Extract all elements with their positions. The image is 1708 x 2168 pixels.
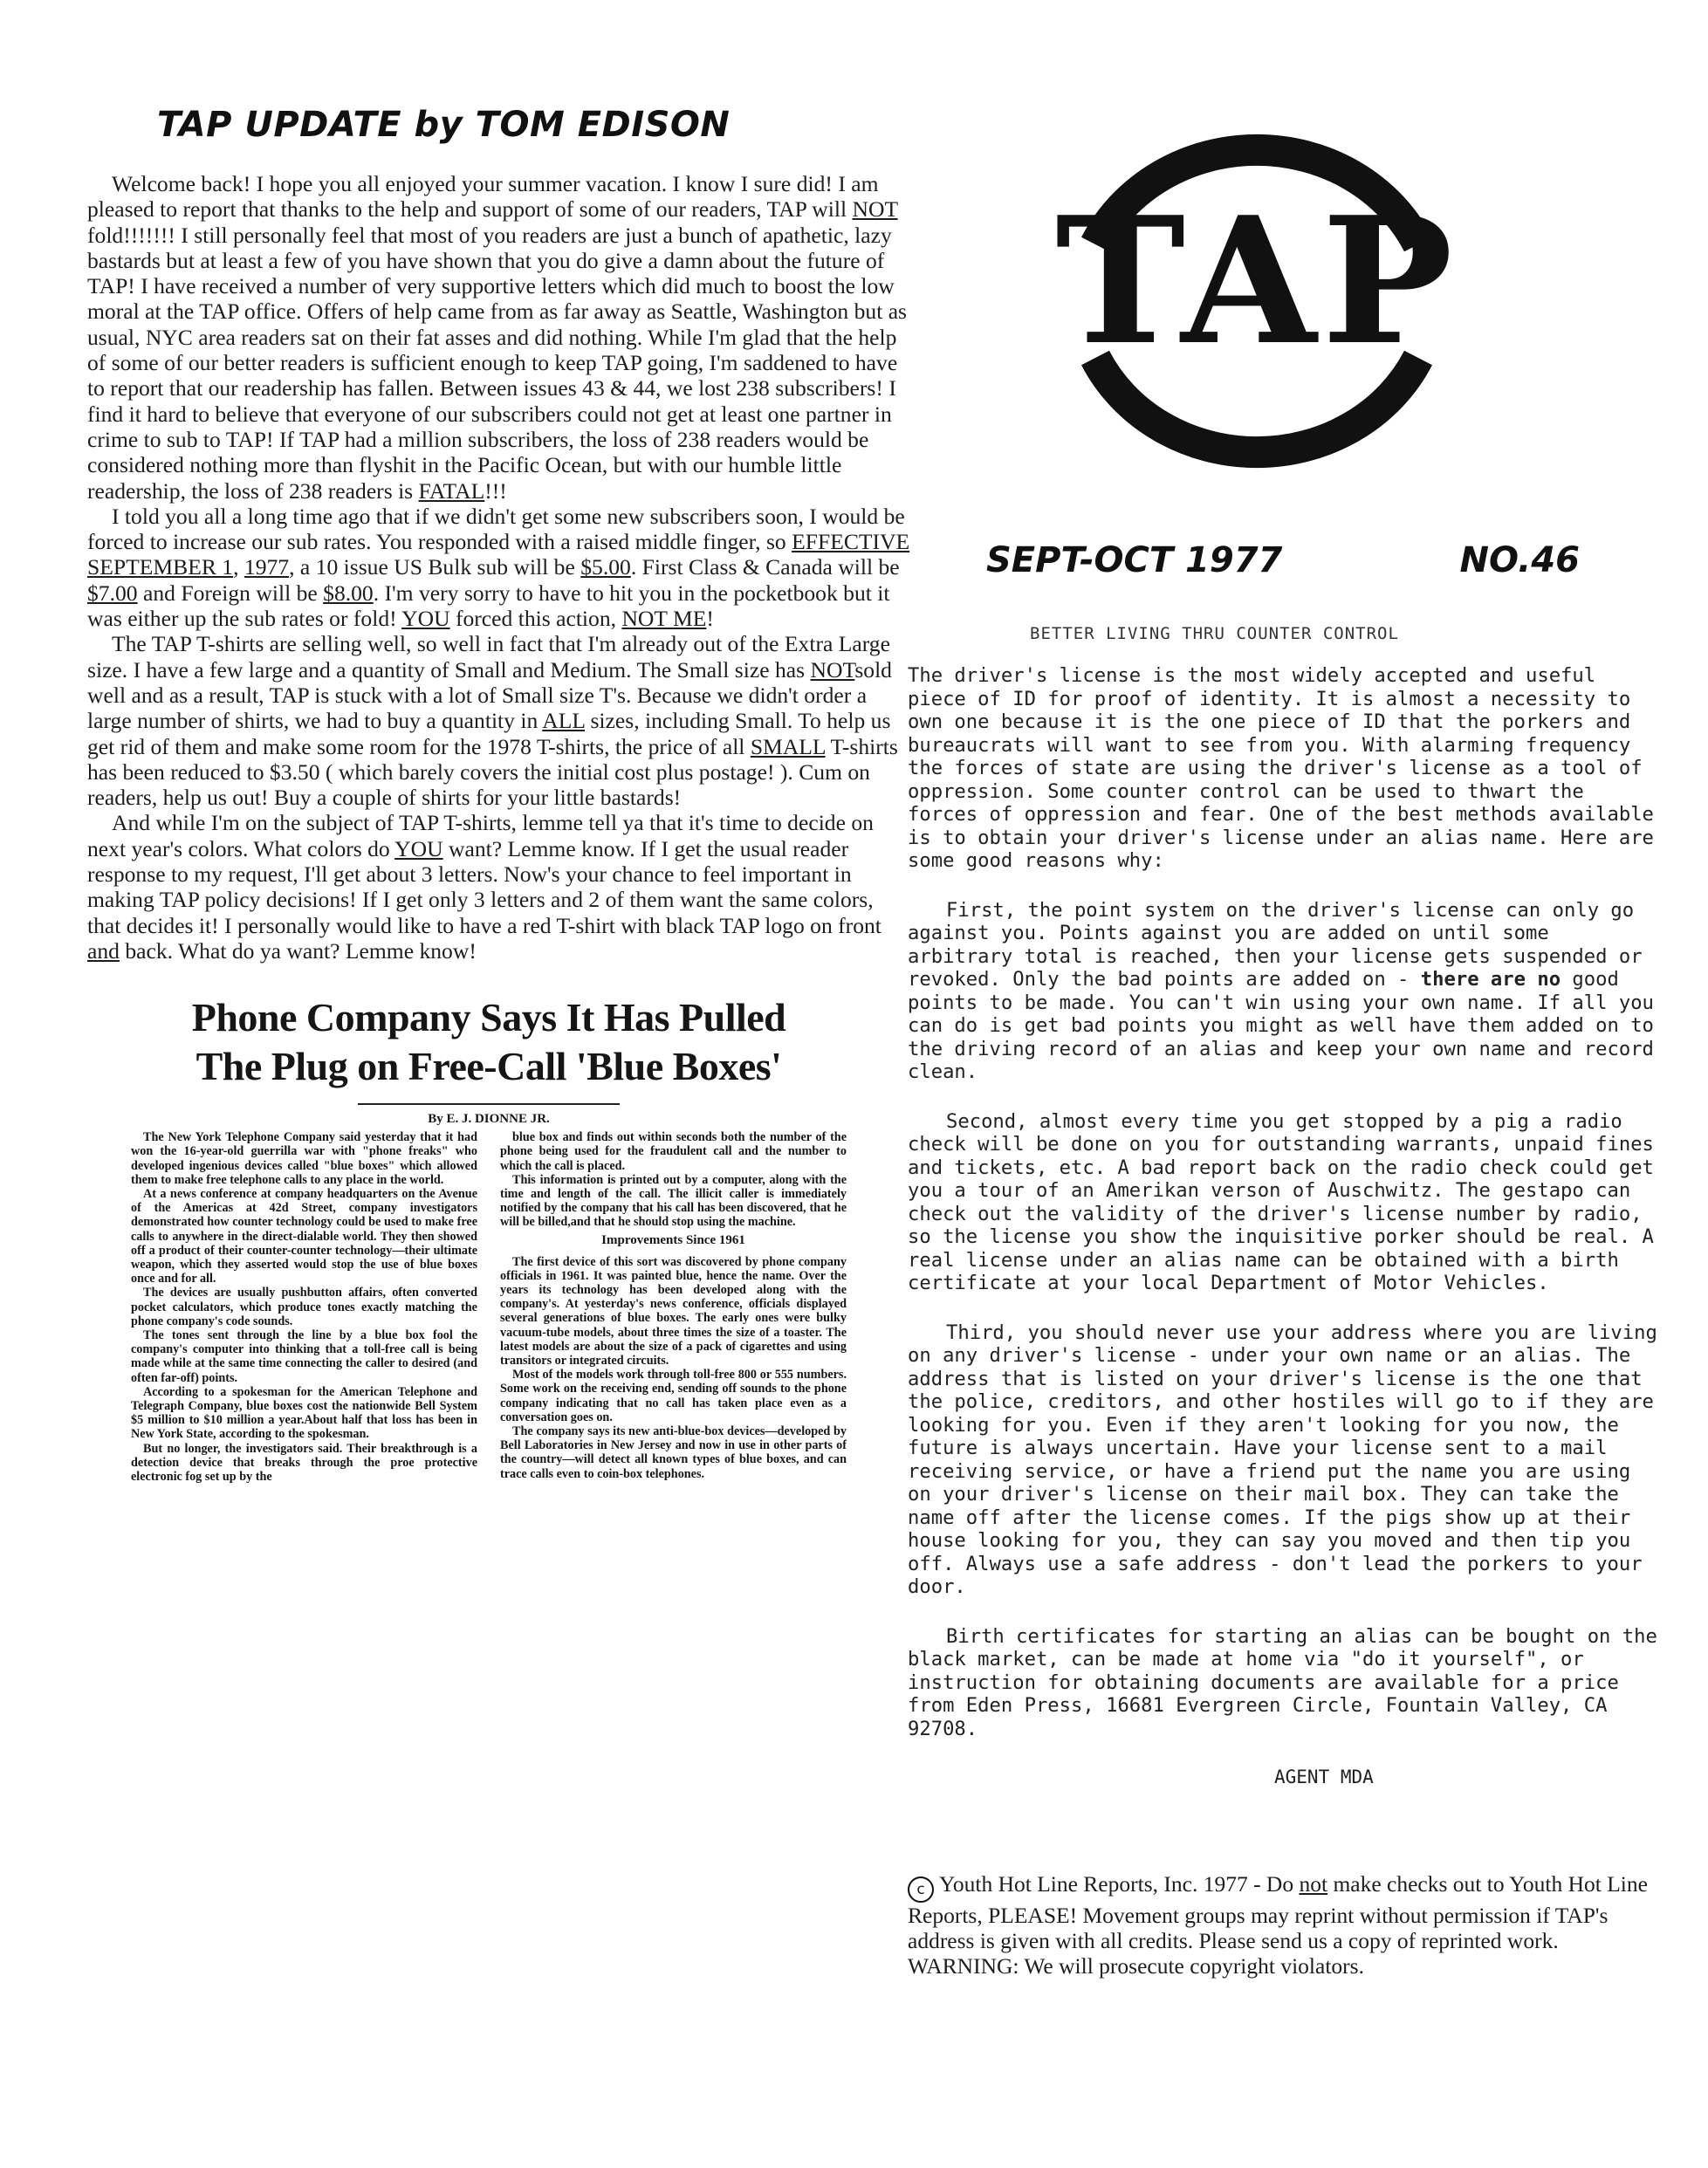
headline-line: The Plug on Free-Call 'Blue Boxes' <box>195 1044 782 1089</box>
clipping-subhead: Improvements Since 1961 <box>601 1232 745 1247</box>
right-column <box>908 113 1693 1979</box>
clip-paragraph: But no longer, the investigators said. Their breakthrough is a detection device that breaks through the proe protective electronic fog set up by the <box>131 1441 477 1485</box>
clipping-headline <box>131 993 847 1091</box>
article-paragraph: Third, you should never use your address where you are living on any driver's license - under your own name or an alias. The address that is listed on your driver's license is the one that the police, creditors, and other hostiles will go to if they are looking for you. Even if they aren't looking for you now, the future is always uncertain. Have your license sent to a mail receiving service, or have a friend put the name you are using on your driver's license on their mail box. They can take the name off after the license comes. If the pigs show up at their house looking for you, they can say you moved and then tip you off. Always use a safe address - don't lead the porkers to your door. <box>908 1321 1657 1598</box>
article-paragraph: Second, almost every time you get stopped by a pig a radio check will be done on you for outstanding warrants, unpaid fines and tickets, etc. A bad report back on the radio check could get you a tour of an Amerikan verson of Auschwitz. The gestapo can check out the validity of the driver's license number by radio, so the license you show the inquisitive porker should be real. A real license under an alias name can be obtained with a birth certificate at your local Department of Motor Vehicles. <box>908 1109 1654 1294</box>
issue-number: NO.46 <box>1459 540 1580 580</box>
copyright-notice: c Youth Hot Line Reports, Inc. 1977 - Do not make checks out to Youth Hot Line Reports, PLEASE! Movement groups may reprint without permission if TAP's address is given with all credits. Please send us a copy of reprinted work. WARNING: We will prosecute copyright violators. <box>908 1871 1648 1979</box>
author-signature: AGENT MDA <box>1274 1767 1374 1787</box>
issue-date: SEPT-OCT 1977 <box>986 540 1283 580</box>
section-title: BETTER LIVING THRU COUNTER CONTROL <box>1030 624 1399 643</box>
letter-paragraph: And while I'm on the subject of TAP T-shirts, lemme tell ya that it's time to decide on next year's colors. What colors do YOU want? Lemme know. If I get the usual reader response to my request, I'll get about 3 letters. Now's your chance to feel important in making TAP policy decisions! If I get only 3 letters and 2 of them want the same colors, that decides it! I personally would like to have a red T-shirt with black TAP logo on front and back. What do ya want? Lemme know! <box>87 810 881 964</box>
clipping-columns <box>131 1130 847 1484</box>
letter-paragraph: The TAP T-shirts are selling well, so well in fact that I'm already out of the Extra Large size. I have a few large and a quantity of Small and Medium. The Small size has NOTsold well and as a result, TAP is stuck with a lot of Small size T's. Because we didn't order a large number of shirts, we had to buy a quantity in ALL sizes, including Small. To help us get rid of them and make some room for the 1978 T-shirts, the price of all SMALL T-shirts has been reduced to $3.50 ( which barely covers the initial cost plus postage! ). Cum on readers, help us out! Buy a couple of shirts for your little bastards! <box>87 631 898 811</box>
clip-paragraph: The first device of this sort was discovered by phone company officials in 1961. It was painted blue, hence the name. Over the years its technology has been developed along with the company's. At yesterday's news conference, officials displayed several generations of blue boxes. The early ones were bulky vacuum-tube models, about three times the size of a toaster. The latest models are about the size of a pack of cigarettes and using transitors or integrated circuits. <box>500 1254 847 1369</box>
update-letter <box>87 171 912 964</box>
letter-paragraph: Welcome back! I hope you all enjoyed your summer vacation. I know I sure did! I am pleased to report that thanks to the help and support of some of our readers, TAP will NOT fold!!!!!!! I still personally feel that most of you readers are just a bunch of apathetic, lazy bastards but at least a few of you have shown that you do give a damn about the future of TAP! I have received a number of very supportive letters which did much to boost the low moral at the TAP office. Offers of help came from as far away as Seattle, Washington but as usual, NYC area readers sat on their fat asses and did nothing. While I'm glad that the help of some of our better readers is sufficient enough to keep TAP going, I'm saddened to have to report that our readership has fallen. Between issues 43 & 44, we lost 238 subscribers! I find it hard to believe that everyone of our subscribers could not get at least one partner in crime to sub to TAP! If TAP had a million subscribers, the loss of 238 readers would be considered nothing more than flyshit in the Pacific Ocean, but with our humble little readership, the loss of 238 readers is FATAL!!! <box>87 171 908 504</box>
article-paragraph: The driver's license is the most widely accepted and useful piece of ID for proof of identity. It is almost a necessity to own one because it is the one piece of ID that the porkers and bureaucrats will want to see from you. With alarming frequency the forces of state are using the driver's license as a tool of oppression. Some counter control can be used to thwart the forces of oppression and fear. One of the best methods available is to obtain your driver's license under an alias name. Here are some good reasons why: <box>908 664 1654 872</box>
clip-paragraph: At a news conference at company headquarters on the Avenue of the Americas at 42d Street, company investigators demonstrated how counter technology could be used to make free calls to anywhere in the direct-dialable world. They then showed off a product of their counter-counter technology—their ultimate weapon, which they asserted would stop the use of blue boxes once and for all. <box>131 1187 477 1286</box>
clip-paragraph: The tones sent through the line by a blue box fool the company's computer into thinking that a toll-free call is being made while at the same time connecting the caller to desired (and often far-off) points. <box>131 1328 477 1385</box>
clip-paragraph: According to a spokesman for the American Telephone and Telegraph Company, blue boxes cost the nationwide Bell System $5 million to $10 million a year.About half that loss has been in New York State, according to the spokesman. <box>131 1384 477 1442</box>
clipping-column-1 <box>131 1130 477 1484</box>
clip-paragraph: blue box and finds out within seconds both the number of the phone being used for the fraudulent call and the number to which the call is placed. <box>500 1130 847 1173</box>
byline: By E. J. DIONNE JR. <box>428 1112 550 1127</box>
clip-paragraph: The New York Telephone Company said yesterday that it had won the 16-year-old guerrilla war with "phone freaks" who developed ingenious devices called "blue boxes" which allowed them to make free telephone calls to any place in the world. <box>131 1130 477 1187</box>
letter-paragraph: I told you all a long time ago that if we didn't get some new subscribers soon, I would be forced to increase our sub rates. You responded with a raised middle finger, so EFFECTIVE SEPTEMBER 1, 1977, a 10 issue US Bulk sub will be $5.00. First Class & Canada will be $7.00 and Foreign will be $8.00. I'm very sorry to have to hit you in the pocketbook but it was either up the sub rates or fold! YOU forced this action, NOT ME! <box>87 503 910 632</box>
clip-paragraph: This information is printed out by a computer, along with the time and length of the call. The illicit caller is immediately notified by the company that his call has been discovered, that he will be billed,and that he should stop using the machine. <box>500 1172 847 1230</box>
headline-line: Phone Company Says It Has Pulled <box>191 995 786 1040</box>
article-paragraph: Birth certificates for starting an alias can be bought on the black market, can be made at home via "do it yourself", or instruction for obtaining documents are available for a price from Eden Press, 16681 Evergreen Circle, Fountain Valley, CA 92708. <box>908 1624 1657 1740</box>
tap-logo <box>1012 113 1501 489</box>
article-title: TAP UPDATE by TOM EDISON <box>157 105 731 145</box>
clip-paragraph: Most of the models work through toll-free 800 or 555 numbers. Some work on the receiving end, sending off sounds to the phone company indicating that no call has taken place even as a conversation goes on. <box>500 1368 847 1424</box>
issue-info <box>986 540 1580 580</box>
counter-control-article <box>908 664 1693 1787</box>
headline-divider <box>358 1103 620 1105</box>
clip-paragraph: The devices are usually pushbutton affairs, often converted pocket calculators, which produce tones exactly matching the phone company's code sounds. <box>131 1286 477 1328</box>
clipping-column-2 <box>500 1130 847 1484</box>
copyright-icon: c <box>908 1876 934 1903</box>
tap-logo-text: TAP <box>1055 179 1458 384</box>
left-column <box>87 96 912 1484</box>
newspaper-clipping <box>87 993 847 1484</box>
clip-paragraph: The company says its new anti-blue-box devices—developed by Bell Laboratories in New Jersey and now in use in other parts of the country—will detect all known types of blue boxes, and can trace calls even to coin-box telephones. <box>500 1424 847 1481</box>
article-paragraph: First, the point system on the driver's license can only go against you. Points against you are added on until some arbitrary total is reached, then your license gets suspended or revoked. Only the bad points are added on - there are no good points to be made. You can't win using your own name. If all you can do is get bad points you might as well have them added on to the driving record of an alias and keep your own name and record clean. <box>908 898 1654 1083</box>
